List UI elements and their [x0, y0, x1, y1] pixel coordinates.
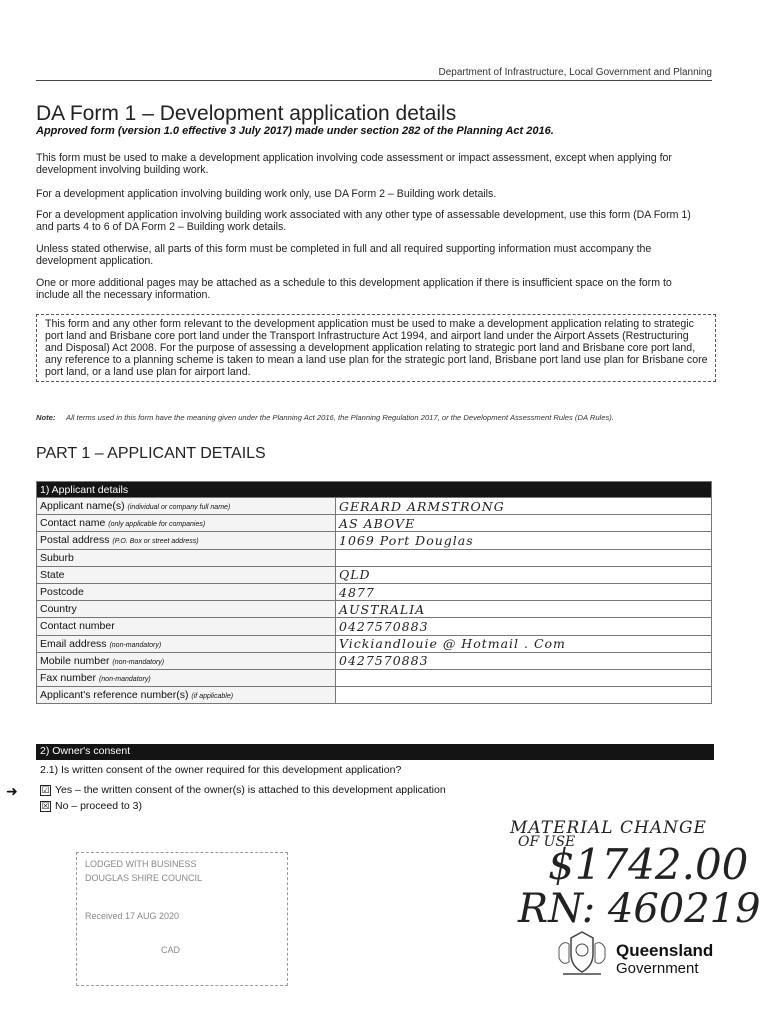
table-row — [37, 669, 712, 686]
intro-paragraph: Unless stated otherwise, all parts of this form must be completed in full and all required supporting information must accompany the development application. — [36, 243, 652, 267]
stamp-text: LODGED WITH BUSINESS — [85, 859, 197, 869]
note-text: All terms used in this form have the meaning given under the Planning Act 2016, the Planning Regulation 2017, or the Development Assessment Rules (DA Rules). — [66, 413, 614, 422]
page-title: DA Form 1 – Development application details — [36, 102, 457, 125]
table-row — [37, 687, 712, 704]
field-label: Contact number — [40, 620, 115, 633]
checkbox-yes[interactable]: ☑ — [41, 784, 50, 795]
reference-number-field[interactable] — [336, 687, 712, 704]
contact-number-field[interactable]: 0427570883 — [336, 618, 712, 635]
table-row — [37, 549, 712, 566]
option-label: No – proceed to 3) — [55, 800, 142, 812]
field-hint: (P.O. Box or street address) — [112, 538, 199, 546]
applicant-name-field[interactable]: GERARD ARMSTRONG — [336, 498, 712, 515]
field-label: Contact name — [40, 517, 106, 530]
stamp-text: CAD — [161, 945, 181, 955]
table-row — [37, 652, 712, 669]
applicant-section-header: 1) Applicant details — [37, 482, 712, 498]
field-hint: (only applicable for companies) — [108, 521, 206, 529]
department-name: Department of Infrastructure, Local Government and Planning — [438, 67, 712, 78]
field-label: State — [40, 568, 65, 581]
handwritten-amount: $1742.00 — [548, 840, 749, 889]
received-stamp — [76, 852, 288, 986]
owner-section-header: 2) Owner's consent — [36, 744, 714, 760]
table-row — [37, 583, 712, 600]
note-label: Note: — [36, 413, 56, 422]
intro-paragraph: This form must be used to make a development application involving code assessment or impact assessment, except when applying for development involving building work. — [36, 152, 672, 176]
field-label: Country — [40, 603, 77, 616]
state-field[interactable]: QLD — [336, 566, 712, 583]
fax-number-field[interactable] — [336, 669, 712, 686]
logo-text: Queensland — [616, 941, 714, 960]
country-field[interactable]: AUSTRALIA — [336, 601, 712, 618]
field-label: Applicant's reference number(s) — [40, 689, 189, 702]
field-label: Postal address — [40, 534, 110, 547]
table-row — [37, 635, 712, 652]
owner-question: 2.1) Is written consent of the owner required for this development application? — [40, 764, 402, 776]
table-row — [37, 498, 712, 515]
field-hint: (non-mandatory) — [112, 658, 165, 666]
page-subtitle: Approved form (version 1.0 effective 3 July 2017) made under section 282 of the Planning Act 2016. — [36, 125, 554, 137]
suburb-field[interactable] — [336, 549, 712, 566]
field-label: Applicant name(s) — [40, 500, 125, 513]
intro-paragraph: For a development application involving building work associated with any other type of assessable development, use this form (DA Form 1) and parts 4 to 6 of DA Form 2 – Building work details. — [36, 209, 691, 233]
email-field[interactable]: Vickiandlouie @ Hotmail . Com — [336, 635, 712, 652]
logo-text: Government — [616, 960, 699, 977]
stamp-date: Received 17 AUG 2020 — [85, 911, 180, 921]
field-hint: (if applicable) — [191, 693, 234, 701]
table-row — [37, 566, 712, 583]
postal-address-field[interactable]: 1069 Port Douglas — [336, 532, 712, 549]
stamp-text: DOUGLAS SHIRE COUNCIL — [85, 873, 203, 883]
table-row — [37, 618, 712, 635]
postcode-field[interactable]: 4877 — [336, 583, 712, 600]
table-row — [37, 532, 712, 549]
handwritten-receipt-number: RN: 460219 — [518, 886, 761, 932]
handwritten-note: MATERIAL CHANGE — [510, 818, 707, 838]
field-label: Postcode — [40, 586, 84, 599]
field-hint: (non-mandatory) — [109, 641, 162, 649]
arrow-icon: ➜ — [6, 783, 18, 799]
field-label: Suburb — [40, 551, 74, 564]
owner-consent-yes-option[interactable] — [40, 784, 446, 796]
queensland-crest-icon — [553, 928, 611, 980]
field-label: Fax number — [40, 671, 97, 684]
note — [36, 413, 704, 422]
intro-paragraph: One or more additional pages may be attached as a schedule to this development application if there is insufficient space on the form to include all the necessary information. — [36, 277, 672, 301]
header-divider — [36, 80, 712, 81]
applicant-details-table — [36, 481, 712, 704]
checkbox-no[interactable]: ☒ — [41, 800, 50, 811]
contact-name-field[interactable]: AS ABOVE — [336, 515, 712, 532]
handwritten-note: OF USE — [518, 834, 576, 850]
field-label: Email address — [40, 637, 107, 650]
table-row — [37, 601, 712, 618]
intro-paragraph: For a development application involving building work only, use DA Form 2 – Building work details. — [36, 188, 497, 200]
table-row — [37, 515, 712, 532]
field-label: Mobile number — [40, 654, 110, 667]
field-hint: (individual or company full name) — [127, 504, 231, 512]
part1-title: PART 1 – APPLICANT DETAILS — [36, 445, 266, 462]
mobile-number-field[interactable]: 0427570883 — [336, 652, 712, 669]
port-land-notice: This form and any other form relevant to the development application must be used to make a development application relating to strategic port land and Brisbane core port land under the Transport Infrastructure Act 1994, and airport land under the Airport Assets (Restructuring and Disposal) Act 2008. For the purpose of assessing a development application relating to strategic port land and Brisbane core port land, any reference to a planning scheme is taken to mean a land use plan for the strategic port land, Brisbane port land use plan for Brisbane core port land, or a land use plan for airport land. — [36, 314, 716, 382]
owner-consent-no-option[interactable] — [40, 800, 142, 812]
option-label: Yes – the written consent of the owner(s) is attached to this development application — [55, 784, 446, 796]
field-hint: (non-mandatory) — [98, 675, 151, 683]
